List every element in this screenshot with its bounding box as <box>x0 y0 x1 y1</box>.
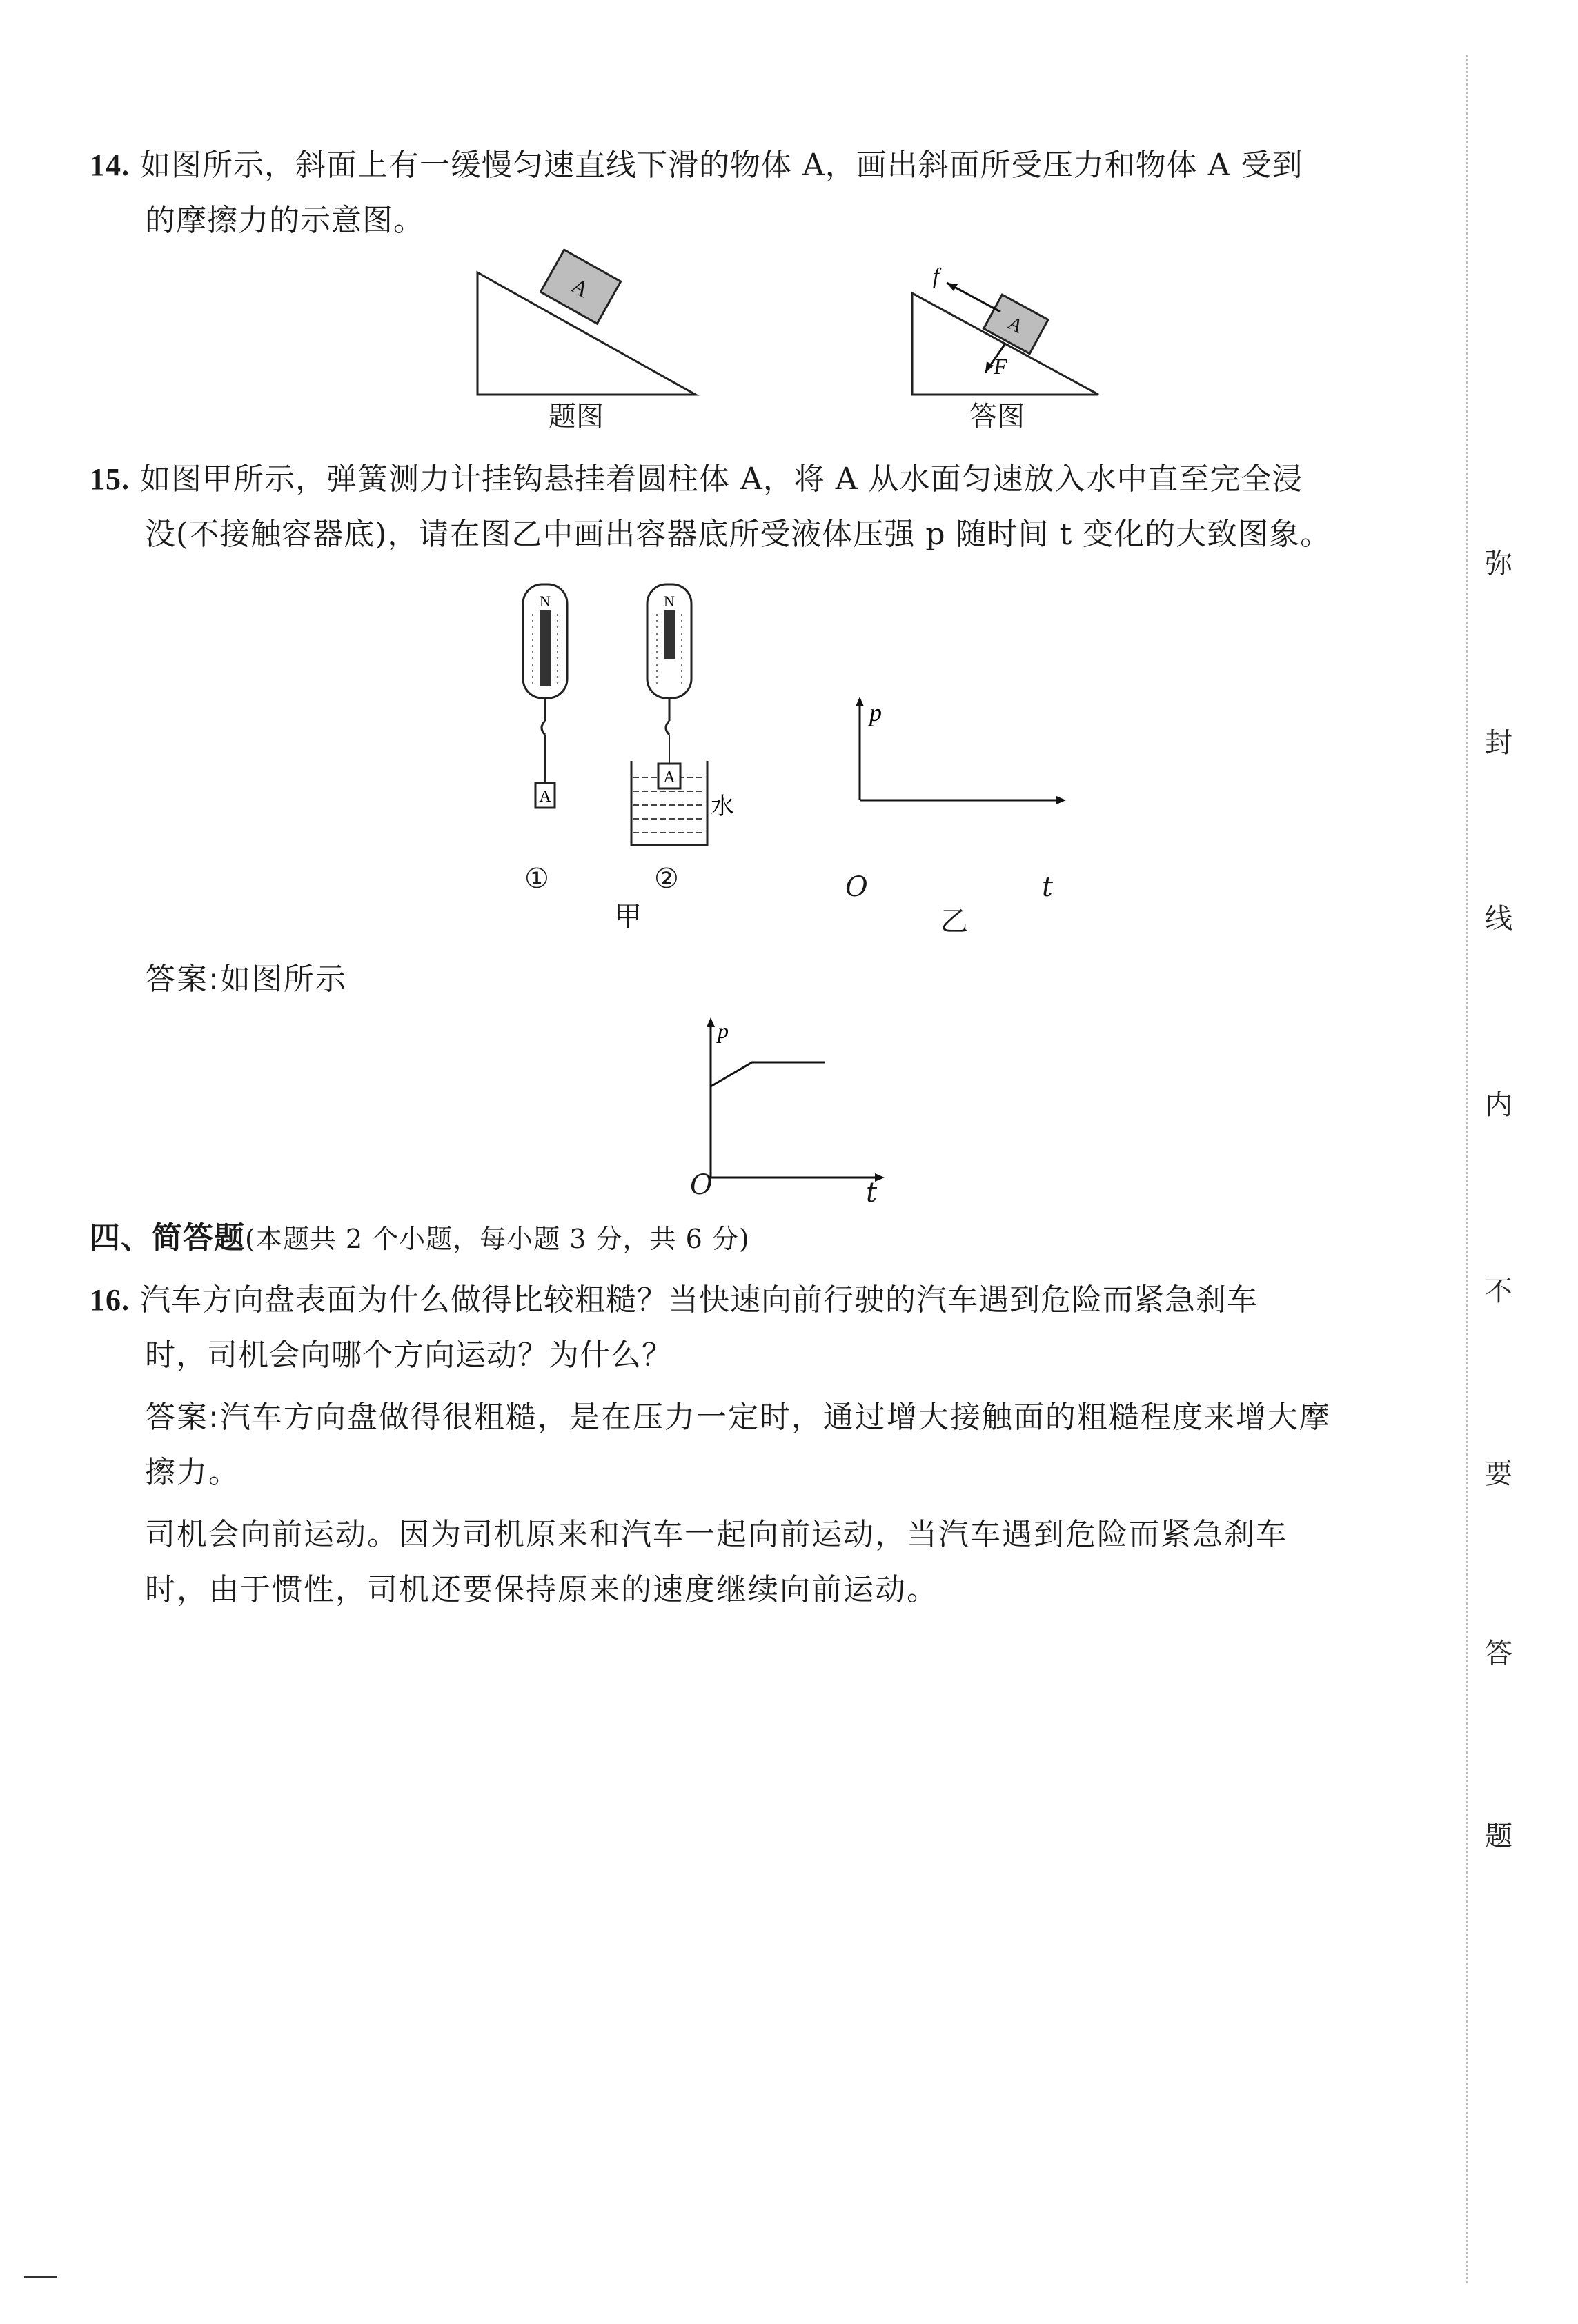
q14-friction-label: f <box>933 263 939 288</box>
fig-jia-sub2: ② <box>654 863 679 895</box>
yi-p-label: p <box>869 699 882 726</box>
fig-jia-sub1: ① <box>524 863 549 895</box>
margin-char-7: 答 <box>1485 1638 1512 1669</box>
q14-number: 14. <box>90 148 130 182</box>
yi-origin-label: O <box>845 871 868 903</box>
q15-text-1: 如图甲所示，弹簧测力计挂钩悬挂着圆柱体 A，将 A 从水面匀速放入水中直至完全浸 <box>140 461 1303 497</box>
q15-answer-pt-graph <box>704 1017 890 1183</box>
q15-line1 <box>90 459 1303 500</box>
q16-answer-1: 答案:汽车方向盘做得很粗糙，是在压力一定时，通过增大接触面的粗糙程度来增大摩 <box>145 1400 1331 1435</box>
section4-title: 四、简答题 <box>90 1220 245 1255</box>
margin-char-6: 要 <box>1485 1458 1512 1490</box>
ans-p-label: p <box>718 1018 729 1043</box>
margin-char-8: 题 <box>1485 1820 1512 1852</box>
fig-jia-caption: 甲 <box>614 901 642 933</box>
cylinder-a-label: A <box>539 788 551 806</box>
binding-margin-line <box>1466 55 1496 2283</box>
pressure-curve <box>711 1062 825 1086</box>
margin-char-2: 封 <box>1485 727 1512 759</box>
water-label: 水 <box>711 794 734 820</box>
margin-char-3: 线 <box>1485 903 1512 935</box>
q16-number: 16. <box>90 1283 130 1317</box>
margin-char-5: 不 <box>1485 1275 1512 1307</box>
ans-t-label: t <box>866 1177 878 1209</box>
q14-block-label: A <box>567 272 593 302</box>
footer-rule <box>24 2276 57 2278</box>
q14-line2: 的摩擦力的示意图。 <box>145 203 424 238</box>
yi-t-label: t <box>1042 871 1054 903</box>
q14-answer-caption: 答图 <box>969 401 1025 433</box>
q14-text-1: 如图所示，斜面上有一缓慢匀速直线下滑的物体 A，画出斜面所受压力和物体 A 受到 <box>140 148 1303 183</box>
margin-char-1: 弥 <box>1485 548 1512 579</box>
cylinder-a-submerged-label: A <box>663 768 675 786</box>
scale2-unit-label: N <box>664 593 675 610</box>
q14-question-caption: 题图 <box>549 401 604 433</box>
fig-yi-caption: 乙 <box>940 906 968 937</box>
q15-empty-pt-graph <box>845 697 1073 807</box>
q14-answer-block-label: A <box>1004 312 1027 338</box>
margin-char-4: 内 <box>1485 1089 1512 1121</box>
scale1-unit-label: N <box>540 593 551 610</box>
q16-answer-2: 擦力。 <box>145 1455 240 1490</box>
q14-pressure-label: F <box>994 354 1007 379</box>
q15-number: 15. <box>90 462 130 496</box>
q16-line1 <box>90 1280 1258 1321</box>
section4-note: (本题共 2 个小题，每小题 3 分，共 6 分) <box>245 1224 750 1254</box>
spring-scale-1 <box>523 584 567 808</box>
section4-heading <box>90 1218 750 1260</box>
q14-answer-figure <box>911 263 1104 400</box>
q15-spring-scale-figure <box>511 583 734 845</box>
q14-line1 <box>90 145 1303 186</box>
q16-answer-4: 时，由于惯性，司机还要保持原来的速度继续向前运动。 <box>145 1572 938 1607</box>
q16-line2: 时，司机会向哪个方向运动？为什么？ <box>145 1338 673 1373</box>
q14-incline-figure <box>476 269 704 400</box>
spring-scale-2 <box>631 584 734 845</box>
q15-answer: 答案:如图所示 <box>145 962 347 997</box>
ans-origin-label: O <box>690 1169 713 1201</box>
q15-line2: 没(不接触容器底)，请在图乙中画出容器底所受液体压强 p 随时间 t 变化的大致图象。 <box>145 517 1332 552</box>
q16-text-1: 汽车方向盘表面为什么做得比较粗糙？当快速向前行驶的汽车遇到危险而紧急刹车 <box>140 1282 1258 1318</box>
q16-answer-3: 司机会向前运动。因为司机原来和汽车一起向前运动，当汽车遇到危险而紧急刹车 <box>145 1517 1288 1552</box>
